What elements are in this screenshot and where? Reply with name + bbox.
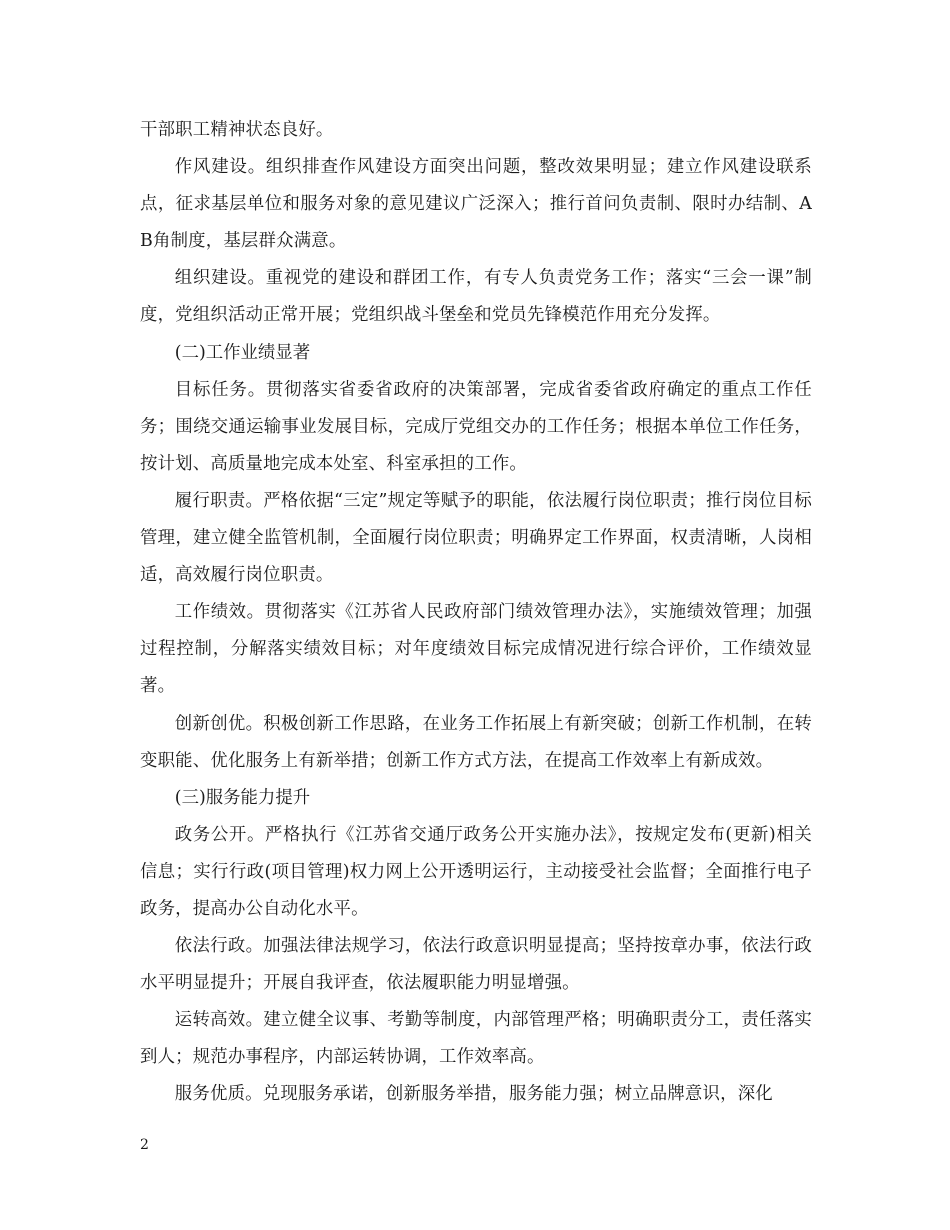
paragraph-continuation: 干部职工精神状态良好。 (140, 120, 334, 140)
paragraph-government-openness: 政务公开。严格执行《江苏省交通厅政务公开实施办法》，按规定发布(更新)相关信息；实行行政(项目管理)权力网上公开透明运行，主动接受社会监督；全面推行电子政务，提高办公自动化水平。 (140, 824, 812, 919)
paragraph-innovation: 创新创优。积极创新工作思路，在业务工作拓展上有新突破；创新工作机制，在转变职能、优化服务上有新举措；创新工作方式方法，在提高工作效率上有新成效。 (140, 713, 812, 771)
paragraph-law-based-administration: 依法行政。加强法律法规学习，依法行政意识明显提高；坚持按章办事，依法行政水平明显提升；开展自我评查，依法履职能力明显增强。 (140, 936, 812, 994)
paragraph-target-tasks: 目标任务。贯彻落实省委省政府的决策部署，完成省委省政府确定的重点工作任务；围绕交通运输事业发展目标，完成厅党组交办的工作任务；根据本单位工作任务，按计划、高质量地完成本处室、科室承担的工作。 (140, 379, 812, 474)
paragraph-style-building: 作风建设。组织排查作风建设方面突出问题，整改效果明显；建立作风建设联系点，征求基层单位和服务对象的意见建议广泛深入；推行首问负责制、限时办结制、AB角制度，基层群众满意。 (140, 157, 812, 252)
paragraph-efficient-operation: 运转高效。建立健全议事、考勤等制度，内部管理严格；明确职责分工，责任落实到人；规范办事程序，内部运转协调，工作效率高。 (140, 1010, 812, 1068)
paragraph-work-efficiency: 工作绩效。贯彻落实《江苏省人民政府部门绩效管理办法》，实施绩效管理；加强过程控制，分解落实绩效目标；对年度绩效目标完成情况进行综合评价，工作绩效显著。 (140, 602, 812, 697)
paragraph-duty-performance: 履行职责。严格依据“三定”规定等赋予的职能，依法履行岗位职责；推行岗位目标管理，建立健全监管机制，全面履行岗位职责；明确界定工作界面，权责清晰，人岗相适，高效履行岗位职责。 (140, 490, 812, 586)
document-body (140, 112, 812, 1114)
section-heading-service-capability: (三)服务能力提升 (174, 787, 311, 808)
paragraph-quality-service: 服务优质。兑现服务承诺，创新服务举措，服务能力强；树立品牌意识，深化 (174, 1084, 773, 1105)
paragraph-organization-building: 组织建设。重视党的建设和群团工作，有专人负责党务工作；落实“三会一课”制度，党组织活动正常开展；党组织战斗堡垒和党员先锋模范作用充分发挥。 (140, 268, 812, 326)
page-number: 2 (140, 1137, 149, 1153)
section-heading-work-performance: (二)工作业绩显著 (174, 342, 311, 363)
